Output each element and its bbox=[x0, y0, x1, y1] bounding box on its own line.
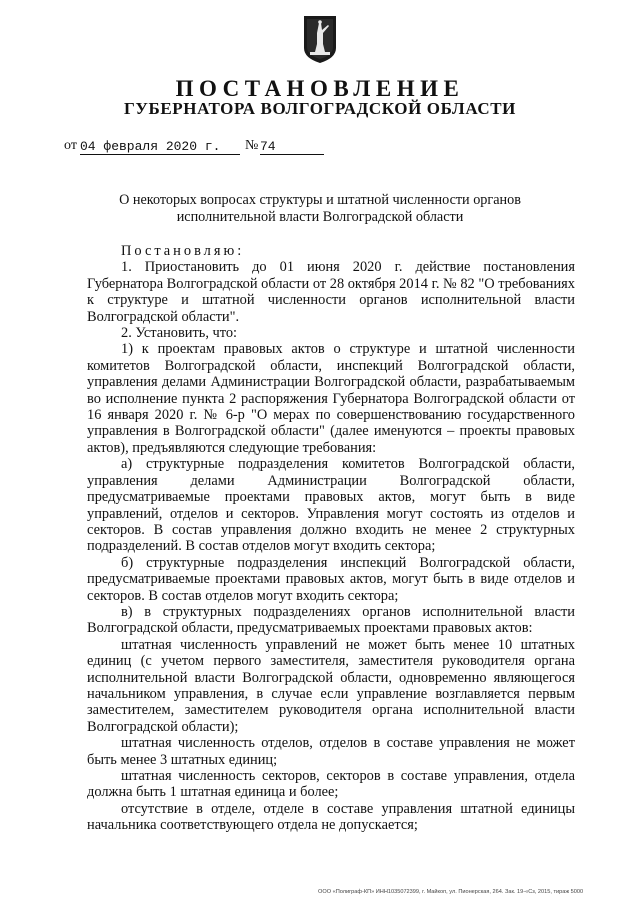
document-body bbox=[87, 243, 575, 834]
document-date: 04 февраля 2020 г. bbox=[80, 139, 240, 155]
subject-line-2: исполнительной власти Волгоградской области bbox=[176, 208, 464, 225]
paragraph-2-1-a: а) структурные подразделения комитетов Волгоградской области, управления делами Администрации Волгоградской области, предусматриваемые проектами правовых актов, могут быть в виде управлений, отделов и секторов. Управления могут состоять из отделов и секторов. В состав управления должно входить не менее 2 структурных подразделений. В состав отделов могут входить сектора; bbox=[87, 456, 575, 555]
paragraph-2: 2. Установить, что: bbox=[121, 325, 238, 342]
date-label: от bbox=[64, 138, 77, 153]
paragraph-section-head: отсутствие в отделе, отделе в составе управления штатной единицы начальника соответствующего отдела не допускается; bbox=[87, 800, 575, 834]
paragraph-2-1-b: б) структурные подразделения инспекций Волгоградской области, предусматриваемые проектами правовых актов, могут быть в виде отделов и секторов. В состав отделов могут входить сектора; bbox=[87, 554, 575, 604]
coat-of-arms-emblem bbox=[302, 14, 338, 64]
document-number: 74 bbox=[260, 139, 324, 155]
document-subject bbox=[60, 192, 580, 225]
document-issuer: ГУБЕРНАТОРА ВОЛГОГРАДСКОЙ ОБЛАСТИ bbox=[124, 99, 516, 118]
paragraph-staff-sections: штатная численность отделов, отделов в составе управления не может быть менее 3 штатных единиц; bbox=[87, 735, 575, 768]
paragraph-preamble: Постановляю: bbox=[121, 243, 245, 259]
number-label: № bbox=[245, 138, 259, 153]
paragraph-1: 1. Приостановить до 01 июня 2020 г. действие постановления Губернатора Волгоградской области от 28 октября 2014 г. № 82 "О требованиях к структуре и штатной численности органов исполнительной власти Волгоградской области". bbox=[87, 259, 575, 325]
subject-line-1: О некоторых вопросах структуры и штатной численности органов bbox=[119, 192, 521, 208]
paragraph-2-1-v: в) в структурных подразделениях органов исполнительной власти Волгоградской области, предусматриваемых проектами правовых актов: bbox=[87, 603, 575, 637]
paragraph-staff-sectors: штатная численность секторов, секторов в составе управления, отдела должна быть 1 штатная единица и более; bbox=[87, 768, 575, 801]
document-title: ПОСТАНОВЛЕНИЕ bbox=[175, 76, 465, 101]
printer-imprint: ООО «Полиграф-КП» ИНН1035072399, г. Майкоп, ул. Пионерская, 264. Зак. 19-«Сз, 2015, тираж 5000 bbox=[318, 889, 584, 895]
paragraph-2-1: 1) к проектам правовых актов о структуре и штатной численности комитетов Волгоградской области, инспекций Волгоградской области, управления делами Администрации Волгоградской области, разрабатываемым во исполнение пункта 2 распоряжения Губернатора Волгоградской области от 16 января 2020 г. № 6-р "О мерах по совершенствованию государственного управления в Волгоградской области" (далее именуются – проекты правовых актов), предъявляются следующие требования: bbox=[87, 341, 575, 456]
paragraph-staff-departments: штатная численность управлений не может быть менее 10 штатных единиц (с учетом первого заместителя, заместителя руководителя органа исполнительной власти Волгоградской области, одновременно являющегося начальником управления, в случае если управление возглавляется первым заместителем, заместителем руководителя органа исполнительной власти Волгоградской области); bbox=[87, 636, 575, 735]
